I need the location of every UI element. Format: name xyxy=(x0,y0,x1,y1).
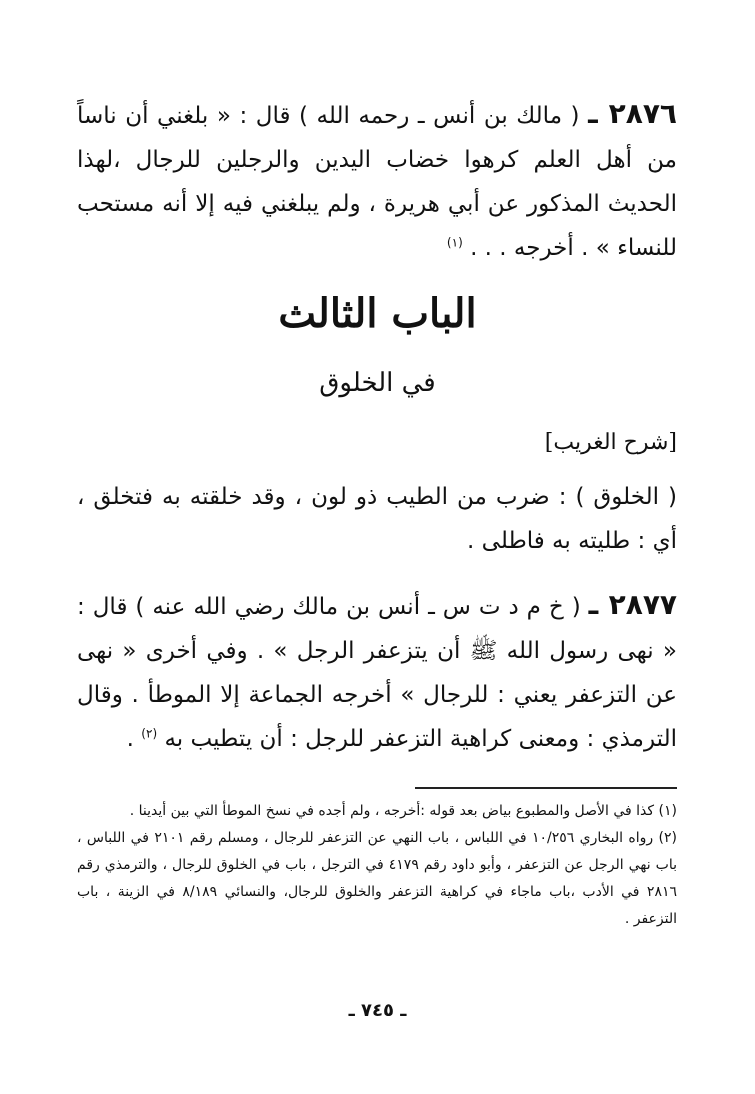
page-number: ـ ٧٤٥ ـ xyxy=(348,1000,407,1021)
footnote-divider xyxy=(415,787,677,789)
hadith-number: ٢٨٧٦ ـ xyxy=(588,97,677,130)
hadith-text: ( خ م د ت س ـ أنس بن مالك رضي الله عنه ) قال : « نهى رسول الله ﷺ أن يتزعفر الرجل » . وفي أخرى « نهى عن التزعفر يعني : للرجال » أخرجه الجماعة إلا الموطأ . وقال الترمذي : ومعنى كراهية التزعفر للرجل : أن يتطيب به xyxy=(77,594,677,752)
footnote-1 xyxy=(77,798,677,825)
gloss-label: [شرح الغريب] xyxy=(544,430,677,455)
footnote-ref: (١) xyxy=(446,235,463,250)
footnote-marker: (١) xyxy=(658,803,677,819)
footnote-text: كذا في الأصل والمطبوع بياض بعد قوله :أخرجه ، ولم أجده في نسخ الموطأ التي بين أيدينا . xyxy=(129,803,655,819)
footnote-ref: (٢) xyxy=(141,726,158,741)
footnote-2 xyxy=(77,825,677,933)
hadith-2876 xyxy=(77,92,677,270)
chapter-title: الباب الثالث xyxy=(278,290,477,337)
hadith-text: ( مالك بن أنس ـ رحمه الله ) قال : « بلغني أن ناساً من أهل العلم كرهوا خضاب اليدين والرجلين للرجال ،لهذا الحديث المذكور عن أبي هريرة ، ولم يبلغني فيه إلا أنه مستحب للنساء » . أخرجه . . . xyxy=(77,103,677,261)
chapter-subtitle: في الخلوق xyxy=(319,368,436,398)
footnote-marker: (٢) xyxy=(658,830,677,846)
footnotes xyxy=(77,798,677,933)
footnote-text: رواه البخاري ١٠/٢٥٦ في اللباس ، باب النهي عن التزعفر للرجال ، ومسلم رقم ٢١٠١ في اللباس ، باب نهي الرجل عن التزعفر ، وأبو داود رقم ٤١٧٩ في الترجل ، باب في الخلوق للرجال ، والترمذي رقم ٢٨١٦ في الأدب ،باب ماجاء في كراهية التزعفر والخلوق للرجال، والنسائي ٨/١٨٩ في الزينة ، باب التزعفر . xyxy=(77,830,677,927)
hadith-2877: ٢٨٧٧ ـ ( خ م د ت س ـ أنس بن مالك رضي الله عنه ) قال : « نهى رسول الله ﷺ أن يتزعفر الرجل » . وفي أخرى « نهى عن التزعفر يعني : للرجال » أخرجه الجماعة إلا الموطأ . وقال الترمذي : ومعنى كراهية التزعفر للرجل : أن يتطيب به $^{(٢)}$ . xyxy=(77,588,677,752)
gloss-text: ( الخلوق ) : ضرب من الطيب ذو لون ، وقد خلقته به فتخلق ، أي : طليته به فاطلى . xyxy=(77,484,677,554)
hadith-number: ٢٨٧٧ ـ xyxy=(588,588,677,621)
